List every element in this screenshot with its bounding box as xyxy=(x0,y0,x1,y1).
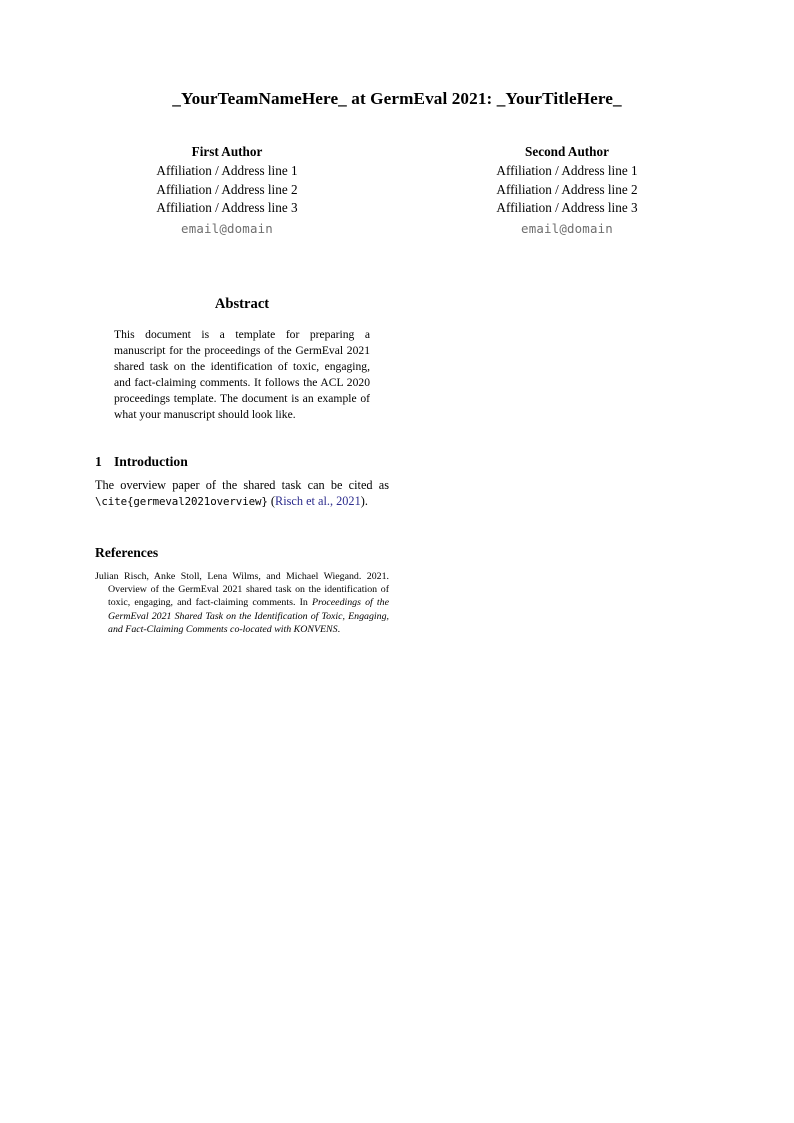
author-block-second xyxy=(435,143,699,238)
introduction-section xyxy=(95,454,389,511)
reference-entry xyxy=(95,570,389,636)
abstract-body: This document is a template for preparing a manuscript for the proceedings of the GermEval 2021 shared task on the identification of toxic, engaging, and fact-claiming comments. It follows the ACL 2020 proceedings template. The document is an example of what your manuscript should look like. xyxy=(114,328,370,422)
author-affiliation-line-1: Affiliation / Address line 1 xyxy=(496,163,638,179)
citation-link-risch-2021[interactable]: Risch et al., 2021 xyxy=(275,494,361,509)
page-title: _YourTeamNameHere_ at GermEval 2021: _YourTitleHere_ xyxy=(172,89,622,108)
author-affiliation-line-2: Affiliation / Address line 2 xyxy=(496,181,638,197)
reference-title: Overview of the GermEval 2021 shared task on the identification of toxic, engaging, and fact-claiming comments. xyxy=(108,584,389,609)
author-block-first xyxy=(95,143,359,238)
author-name: Second Author xyxy=(525,144,609,159)
author-block-container xyxy=(95,143,699,238)
introduction-text-lead: The overview paper of the shared task can be cited as xyxy=(95,478,389,492)
reference-venue: Proceedings of the GermEval 2021 Shared Task on the Identification of Toxic, Engaging, and Fact-Claiming Comments co-located with KONVENS xyxy=(108,597,390,635)
cite-command-code: \cite{germeval2021overview} xyxy=(95,495,268,509)
author-email[interactable]: email@domain xyxy=(521,220,613,236)
references-heading: References xyxy=(95,545,159,560)
reference-in-word: In xyxy=(299,597,308,609)
abstract-heading: Abstract xyxy=(214,296,270,312)
references-section xyxy=(95,545,389,636)
section-heading xyxy=(95,454,389,470)
abstract-section xyxy=(95,296,389,424)
author-email[interactable]: email@domain xyxy=(181,220,273,236)
author-affiliation-line-2: Affiliation / Address line 2 xyxy=(156,181,298,197)
author-name: First Author xyxy=(191,144,263,159)
citation-close-paren: ). xyxy=(360,494,368,509)
section-title: Introduction xyxy=(114,454,188,469)
introduction-paragraph xyxy=(95,477,389,511)
citation-open-paren: ( xyxy=(270,494,275,509)
author-affiliation-line-3: Affiliation / Address line 3 xyxy=(496,200,638,216)
section-number: 1 xyxy=(95,454,102,469)
author-affiliation-line-3: Affiliation / Address line 3 xyxy=(156,200,298,216)
author-affiliation-line-1: Affiliation / Address line 1 xyxy=(156,163,298,179)
reference-authors-year: Julian Risch, Anke Stoll, Lena Wilms, and Michael Wiegand. 2021. xyxy=(95,571,389,582)
reference-venue-end: . xyxy=(337,623,341,635)
